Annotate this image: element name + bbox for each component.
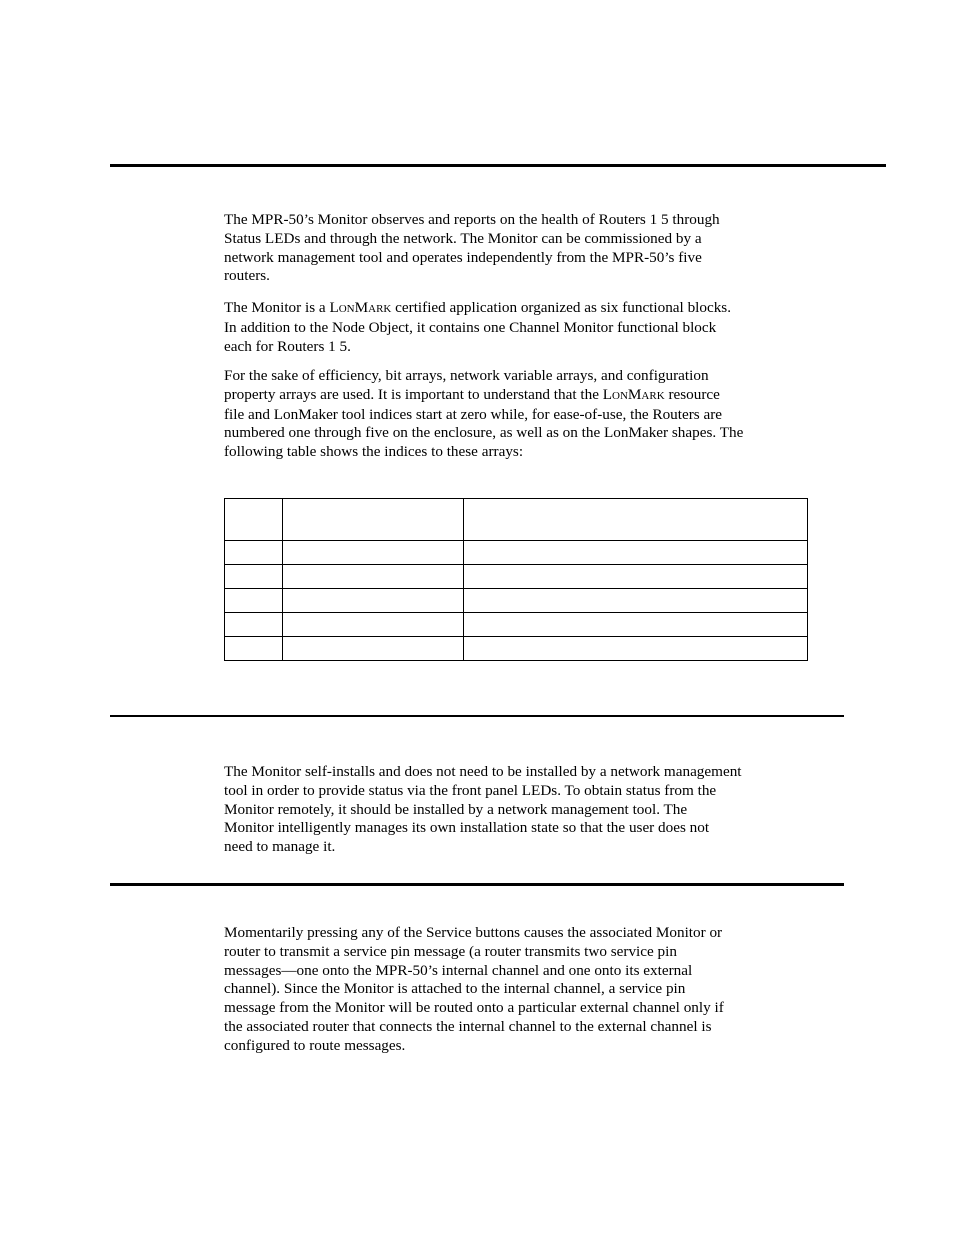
table-cell <box>464 589 808 613</box>
text-line: The Monitor self-installs and does not need to be installed by a network management <box>224 763 742 780</box>
text-line <box>224 386 846 406</box>
lonmark-trademark: LONMARK <box>329 299 392 316</box>
text-line: In addition to the Node Object, it contains one Channel Monitor functional block <box>224 318 717 336</box>
overview-paragraph-1 <box>224 211 846 286</box>
text-line: Monitor intelligently manages its own installation state so that the user does not <box>224 819 710 837</box>
top-section-rule <box>110 164 886 167</box>
text-run: certified application organized as six functional blocks. <box>391 299 732 316</box>
array-index-table <box>224 498 808 661</box>
lonmark-trademark: LONMARK <box>602 385 665 403</box>
text-line: each for Routers 1 5. <box>224 337 351 355</box>
table-cell <box>464 613 808 637</box>
installation-section-rule <box>110 715 844 717</box>
text-line: numbered one through five on the enclosure, as well as on the LonMaker shapes. The <box>224 424 744 442</box>
table-cell <box>283 565 464 589</box>
text-line: Momentarily pressing any of the Service buttons causes the associated Monitor or <box>224 924 723 941</box>
service-section-rule <box>110 883 844 886</box>
table-cell <box>283 541 464 565</box>
table-cell <box>464 565 808 589</box>
table-cell <box>283 613 464 637</box>
text-line <box>224 299 846 319</box>
installation-paragraph <box>224 763 846 857</box>
overview-paragraph-3 <box>224 367 846 462</box>
table-cell <box>225 637 283 661</box>
text-line: For the sake of efficiency, bit arrays, network variable arrays, and configuration <box>224 367 709 384</box>
table-cell <box>225 541 283 565</box>
text-line: Monitor remotely, it should be installed by a network management tool. The <box>224 800 688 818</box>
table-cell <box>283 589 464 613</box>
table-row <box>225 637 808 661</box>
text-line: Status LEDs and through the network. The Monitor can be commissioned by a <box>224 229 702 247</box>
text-line: the associated router that connects the internal channel to the external channel is <box>224 1017 712 1035</box>
text-line: routers. <box>224 267 270 285</box>
table-header-cell <box>225 499 283 541</box>
table-cell <box>464 541 808 565</box>
text-run: The Monitor is a <box>224 299 330 316</box>
table-header-cell <box>283 499 464 541</box>
table-cell <box>464 637 808 661</box>
text-line: router to transmit a service pin message (a router transmits two service pin <box>224 942 677 960</box>
table-cell <box>225 589 283 613</box>
table-cell <box>225 613 283 637</box>
text-line: tool in order to provide status via the front panel LEDs. To obtain status from the <box>224 781 717 799</box>
overview-paragraph-2 <box>224 299 846 356</box>
table-header-row <box>225 499 808 541</box>
table-cell <box>283 637 464 661</box>
text-line: file and LonMaker tool indices start at zero while, for ease-of-use, the Routers are <box>224 405 723 423</box>
text-line: following table shows the indices to these arrays: <box>224 443 524 461</box>
table-row <box>225 613 808 637</box>
service-paragraph <box>224 924 846 1056</box>
table-cell <box>225 565 283 589</box>
text-line: message from the Monitor will be routed onto a particular external channel only if <box>224 999 724 1017</box>
text-line: configured to route messages. <box>224 1036 406 1054</box>
text-line: need to manage it. <box>224 838 336 856</box>
text-line: network management tool and operates independently from the MPR-50’s five <box>224 248 702 266</box>
table-row <box>225 589 808 613</box>
table-row <box>225 565 808 589</box>
table-row <box>225 541 808 565</box>
text-run: property arrays are used. It is important to understand that the <box>224 385 603 403</box>
table-header-cell <box>464 499 808 541</box>
text-line: messages—one onto the MPR-50’s internal channel and one onto its external <box>224 961 693 979</box>
text-line: The MPR-50’s Monitor observes and reports on the health of Routers 1 5 through <box>224 211 720 228</box>
text-line: channel). Since the Monitor is attached to the internal channel, a service pin <box>224 980 686 998</box>
text-run: resource <box>664 385 720 403</box>
